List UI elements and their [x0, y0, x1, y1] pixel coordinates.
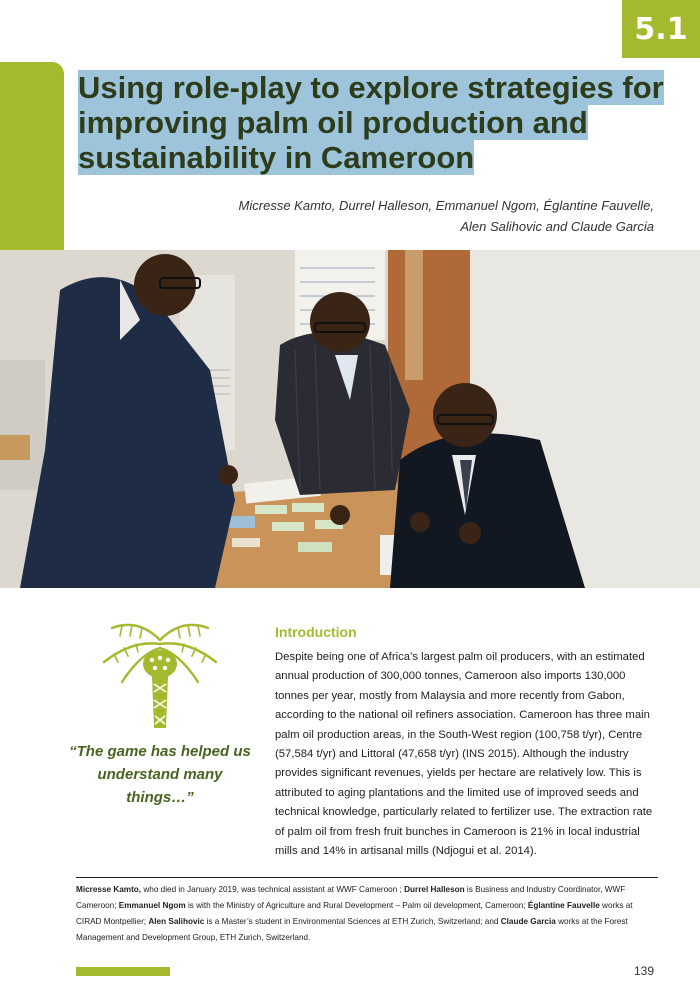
divider-rule [76, 877, 658, 878]
photo-illustration [0, 250, 700, 588]
bio-name-fauvelle: Églantine Fauvelle [527, 901, 600, 910]
bio-text-kamto: who died in January 2019, was technical assistant at WWF Cameroon ; [141, 885, 405, 894]
chapter-badge: 5.1 [622, 0, 700, 58]
page-number: 139 [633, 964, 654, 978]
authors-line-2: Alen Salihovic and Claude Garcia [460, 219, 654, 234]
role-play-photo [0, 250, 700, 588]
palm-tree-icon [98, 618, 222, 730]
bio-name-salihovic: Alen Salihovic [148, 917, 205, 926]
bio-text-garcia: works at the Forest Management and Development Group, ETH Zurich, Switzerland. [76, 917, 628, 942]
title-text: Using role-play to explore strategies for improving palm oil production and sustainability in Cameroon [78, 70, 664, 175]
bio-name-ngom: Emmanuel Ngom [118, 901, 186, 910]
author-list [94, 195, 654, 237]
bio-name-kamto: Micresse Kamto, [76, 885, 142, 894]
author-bios [76, 882, 656, 946]
intro-paragraph: Despite being one of Africa’s largest palm oil producers, with an estimated annual production of 300,000 tonnes, Cameroon also imports 130,000 tonnes per year, mostly from Malaysia and more recently from Gabon, according to the national oil refiners association. Cameroon has three main palm oil production areas, in the South-West region (100,758 t/yr), Centre (57,584 t/yr) and Littoral (47,658 t/yr) (INS 2015). Although the industry provides significant revenues, yields per hectare are relatively low. This is attributed to aging plantations and the limited use of improved seeds and technical knowledge, particularly related to fertilizer use. The extraction rate of palm oil from fresh fruit bunches in Cameroon is 21% in local industrial mills and 14% in artisanal mills (Ndjogui et al. 2014). [275, 651, 653, 858]
footer-accent-bar [76, 967, 170, 976]
bio-name-garcia: Claude Garcia [500, 917, 556, 926]
left-accent-tab [0, 62, 64, 274]
article-title [78, 70, 668, 175]
bio-name-halleson: Durrel Halleson [404, 885, 465, 894]
bio-text-halleson: is Business and Industry Coordinator, WWF Cameroon; [76, 885, 626, 910]
bio-text-ngom: is with the Ministry of Agriculture and Rural Development – Palm oil development, Cameroon; [185, 901, 528, 910]
bio-text-fauvelle: works at CIRAD Montpellier; [76, 901, 633, 926]
bio-text-salihovic: is a Master’s student in Environmental Sciences at ETH Zurich, Switzerland; and [204, 917, 501, 926]
section-heading: Introduction [275, 624, 357, 640]
pull-quote: “The game has helped us understand many things…” [69, 743, 251, 806]
authors-line-1: Micresse Kamto, Durrel Halleson, Emmanuel Ngom, Églantine Fauvelle, [238, 198, 654, 213]
